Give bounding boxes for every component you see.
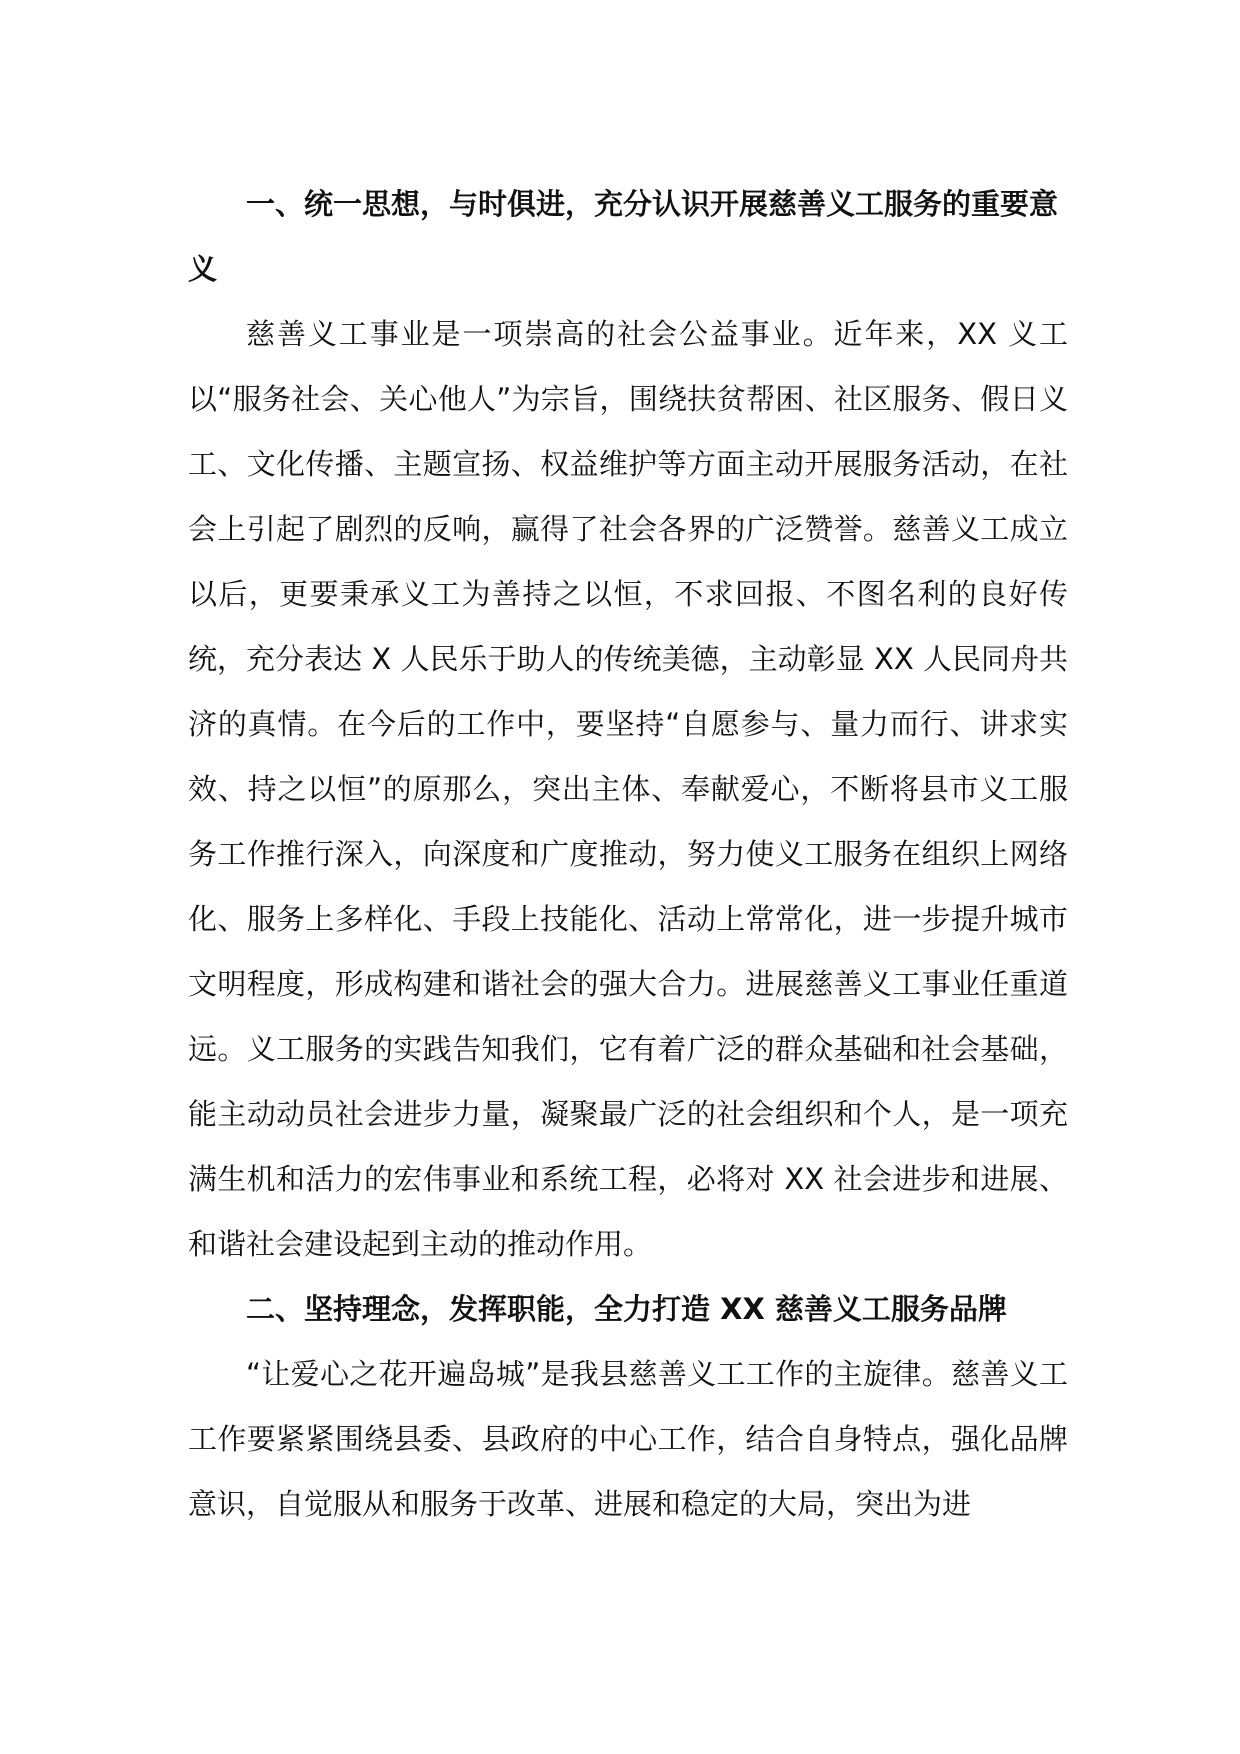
body-paragraph-2: “让爱心之花开遍岛城”是我县慈善义工工作的主旋律。慈善义工工作要紧紧围绕县委、县政府的中心工作，结合自身特点，强化品牌意识，自觉服从和服务于改革、进展和稳定的大局，突出为进 (188, 1357, 1068, 1521)
section-heading-2: 二、坚持理念，发挥职能，全力打造 XX 慈善义工服务品牌 (246, 1292, 1007, 1326)
document-page (188, 172, 1068, 1537)
body-paragraph-1: 慈善义工事业是一项崇高的社会公益事业。近年来，XX 义工以“服务社会、关心他人”为宗旨，围绕扶贫帮困、社区服务、假日义工、文化传播、主题宣扬、权益维护等方面主动开展服务活动，在社会上引起了剧烈的反响，赢得了社会各界的广泛赞誉。慈善义工成立以后，更要秉承义工为善持之以恒，不求回报、不图名利的良好传统，充分表达 X 人民乐于助人的传统美德，主动彰显 XX 人民同舟共济的真情。在今后的工作中，要坚持“自愿参与、量力而行、讲求实效、持之以恒”的原那么，突出主体、奉献爱心，不断将县市义工服务工作推行深入，向深度和广度推动，努力使义工服务在组织上网络化、服务上多样化、手段上技能化、活动上常常化，进一步提升城市文明程度，形成构建和谐社会的强大合力。进展慈善义工事业任重道远。义工服务的实践告知我们，它有着广泛的群众基础和社会基础，能主动动员社会进步力量，凝聚最广泛的社会组织和个人，是一项充满生机和活力的宏伟事业和系统工程，必将对 XX 社会进步和进展、和谐社会建设起到主动的推动作用。 (188, 317, 1068, 1261)
section-heading-1: 一、统一思想，与时俱进，充分认识开展慈善义工服务的重要意义 (188, 187, 1059, 286)
